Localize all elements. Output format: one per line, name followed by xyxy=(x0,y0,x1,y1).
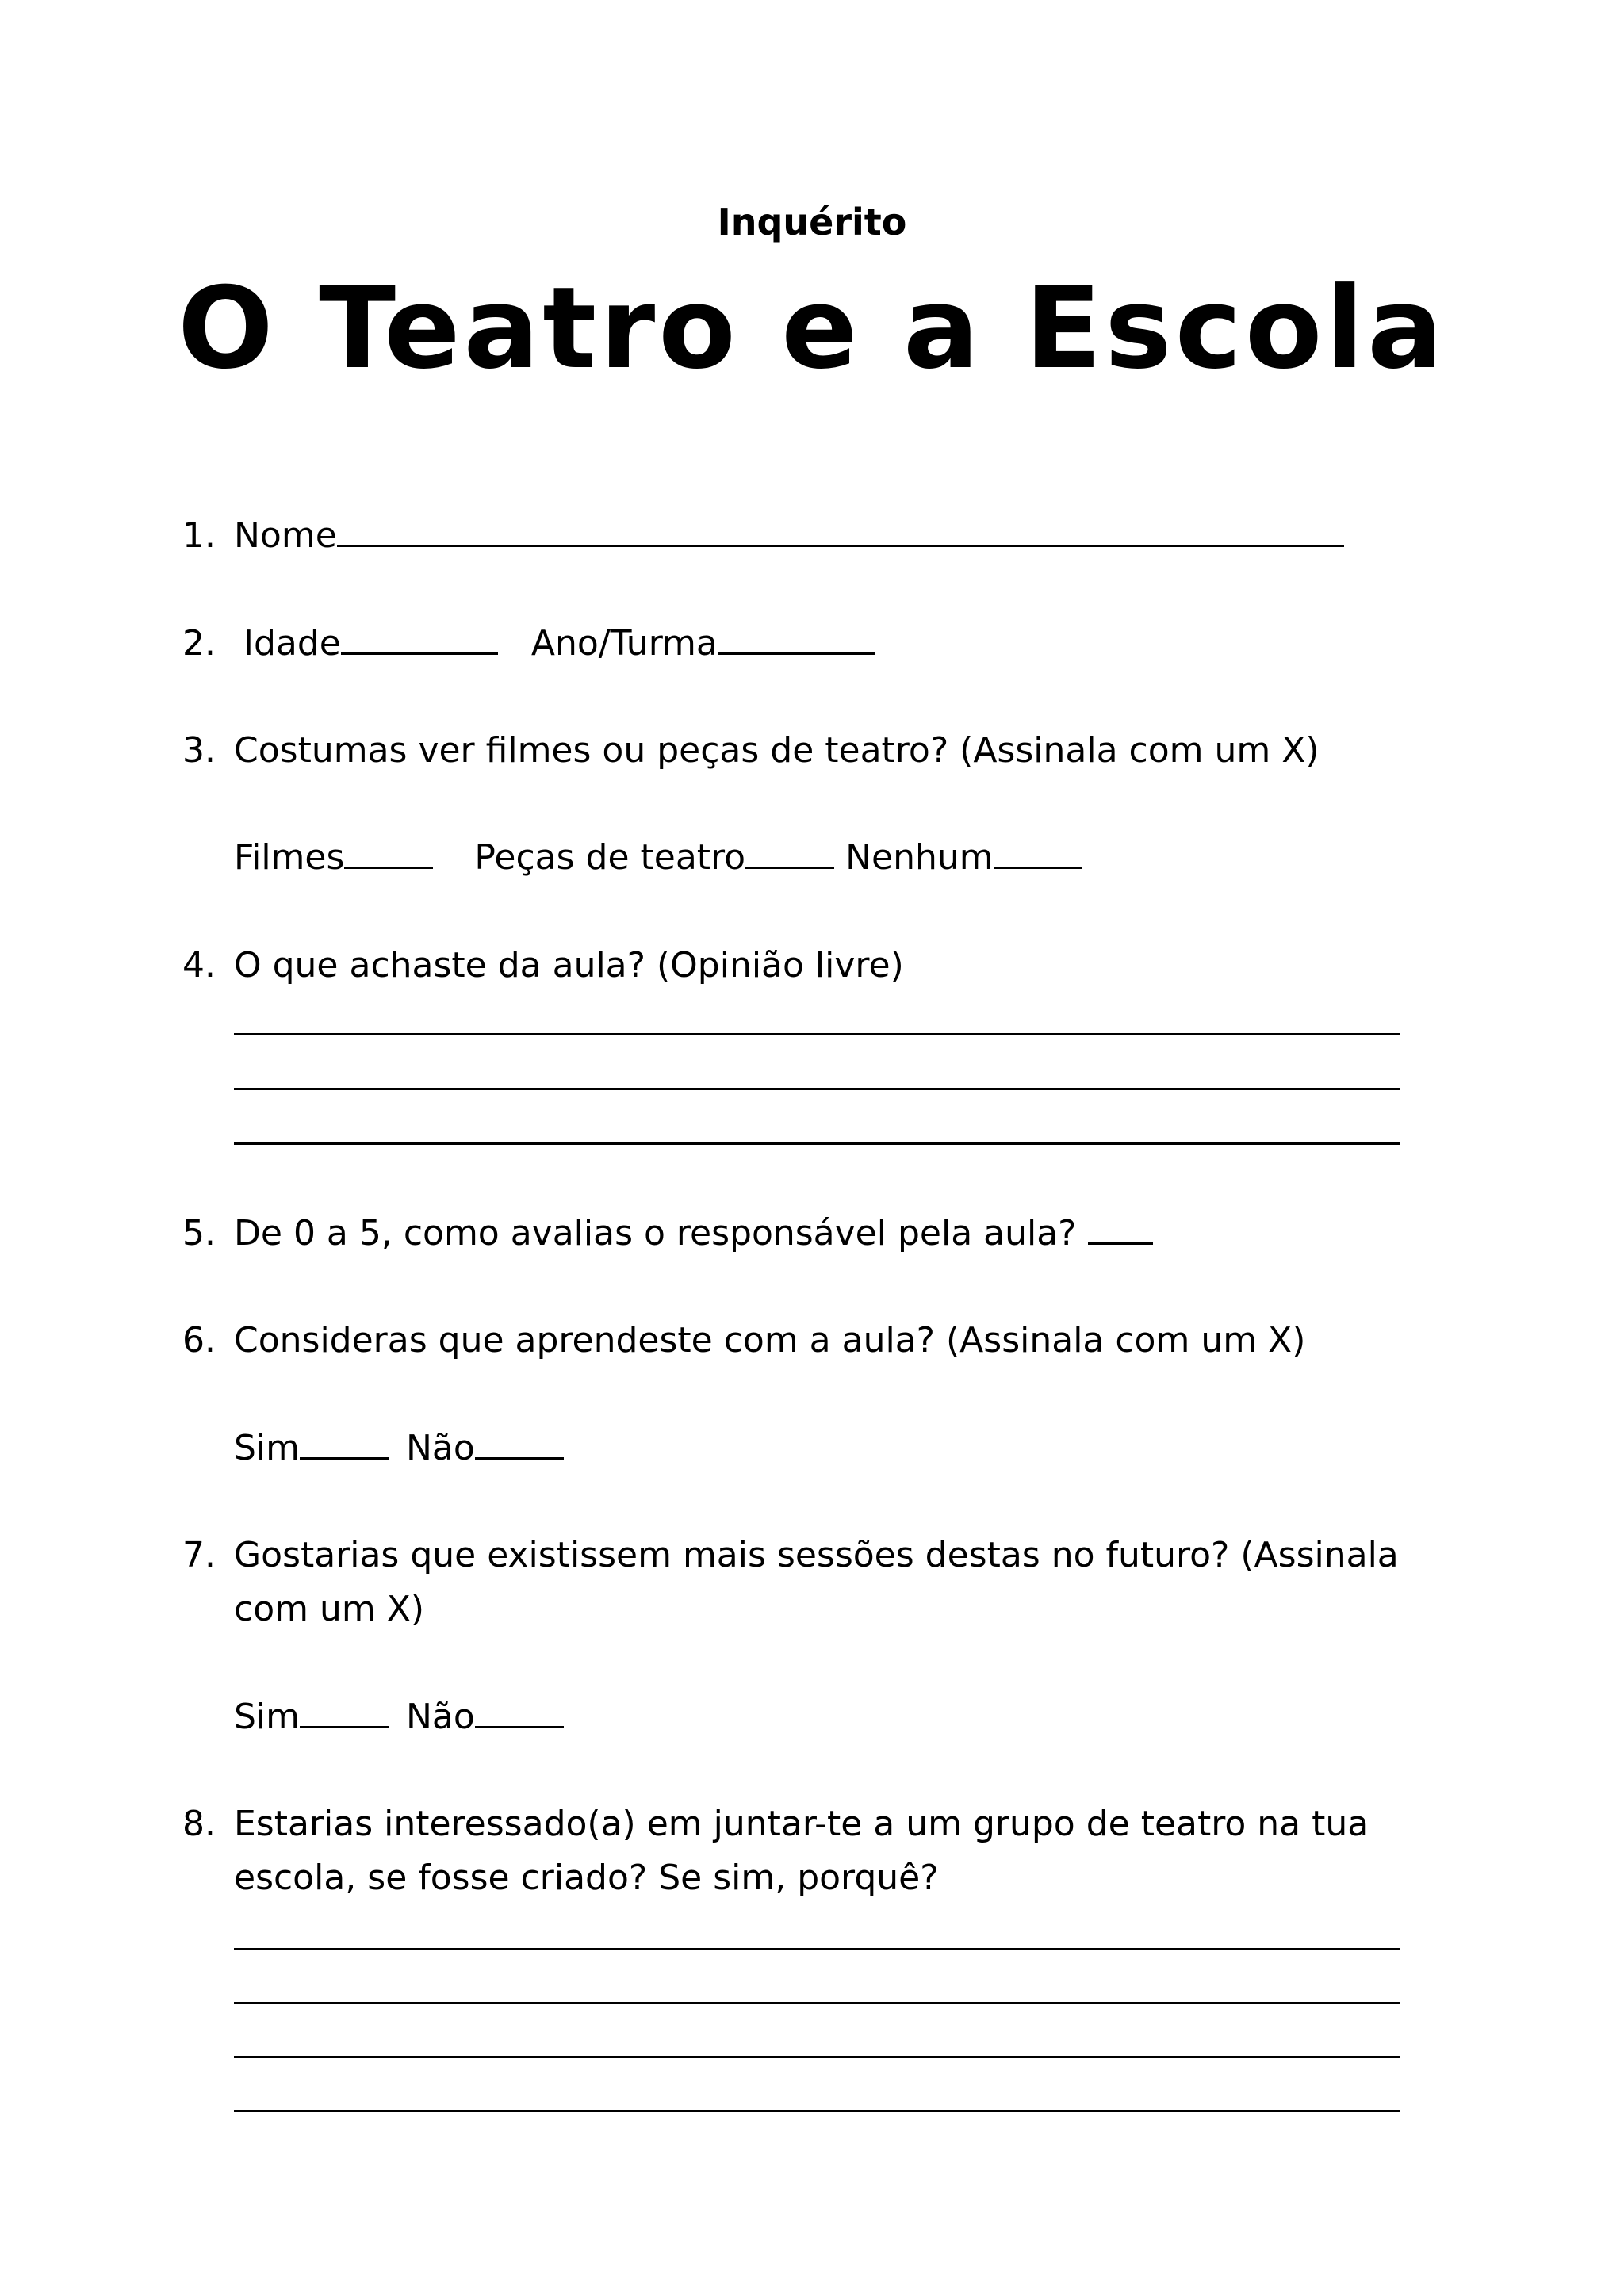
question-8-number: 8. xyxy=(182,1804,216,1844)
option-none-field[interactable] xyxy=(994,835,1082,869)
answer-8-line-1[interactable] xyxy=(234,1948,1400,1950)
question-3 xyxy=(182,724,1320,778)
option-films-field[interactable] xyxy=(344,835,433,869)
option-plays-field[interactable] xyxy=(745,835,834,869)
question-3-text: Costumas ver filmes ou peças de teatro? (Assinala com um X) xyxy=(234,730,1320,771)
age-field[interactable] xyxy=(341,621,498,655)
question-1-number: 1. xyxy=(182,515,216,556)
question-7 xyxy=(182,1529,1399,1582)
question-6-number: 6. xyxy=(182,1320,216,1360)
question-2-number: 2. xyxy=(182,623,216,664)
question-1 xyxy=(182,509,1344,563)
question-3-number: 3. xyxy=(182,730,216,771)
answer-8-line-4[interactable] xyxy=(234,2110,1400,2112)
option-yes-field[interactable] xyxy=(300,1425,389,1460)
option-no-field[interactable] xyxy=(475,1694,564,1728)
name-field[interactable] xyxy=(337,513,1344,547)
class-field[interactable] xyxy=(718,621,875,655)
question-3-options xyxy=(234,831,1082,885)
option-plays-label: Peças de teatro xyxy=(474,837,746,878)
question-6 xyxy=(182,1314,1305,1368)
question-8 xyxy=(182,1797,1369,1851)
question-6-text: Consideras que aprendeste com a aula? (Assinala com um X) xyxy=(234,1320,1306,1360)
answer-4-line-3[interactable] xyxy=(234,1142,1400,1145)
question-5-text: De 0 a 5, como avalias o responsável pela aula? xyxy=(234,1213,1077,1253)
option-no-field[interactable] xyxy=(475,1425,564,1460)
answer-4-line-2[interactable] xyxy=(234,1088,1400,1090)
question-7-text-line-1: Gostarias que existissem mais sessões destas no futuro? (Assinala xyxy=(234,1535,1399,1575)
age-label: Idade xyxy=(243,623,341,664)
question-5 xyxy=(182,1207,1153,1261)
option-no-label: Não xyxy=(406,1428,475,1468)
answer-8-line-2[interactable] xyxy=(234,2002,1400,2004)
question-6-options xyxy=(234,1422,564,1475)
name-label: Nome xyxy=(234,515,337,556)
option-no-label: Não xyxy=(406,1697,475,1737)
option-none-label: Nenhum xyxy=(845,837,994,878)
question-7-options xyxy=(234,1690,564,1744)
question-4 xyxy=(182,939,904,993)
rating-field[interactable] xyxy=(1088,1211,1153,1245)
option-yes-label: Sim xyxy=(234,1697,301,1737)
question-4-text: O que achaste da aula? (Opinião livre) xyxy=(234,945,904,985)
answer-4-line-1[interactable] xyxy=(234,1033,1400,1035)
question-8-text-line-2: escola, se fosse criado? Se sim, porquê? xyxy=(234,1858,939,1898)
option-films-label: Filmes xyxy=(234,837,345,878)
question-7-number: 7. xyxy=(182,1535,216,1575)
option-yes-field[interactable] xyxy=(300,1694,389,1728)
survey-kicker: Inquérito xyxy=(717,201,907,243)
question-2 xyxy=(182,617,875,671)
question-5-number: 5. xyxy=(182,1213,216,1253)
question-7-text-line-2: com um X) xyxy=(234,1589,425,1629)
class-label: Ano/Turma xyxy=(530,623,718,664)
question-4-number: 4. xyxy=(182,945,216,985)
answer-8-line-3[interactable] xyxy=(234,2056,1400,2058)
question-8-text-line-1: Estarias interessado(a) em juntar-te a um grupo de teatro na tua xyxy=(234,1804,1369,1844)
option-yes-label: Sim xyxy=(234,1428,301,1468)
survey-title: O Teatro e a Escola xyxy=(178,263,1446,394)
